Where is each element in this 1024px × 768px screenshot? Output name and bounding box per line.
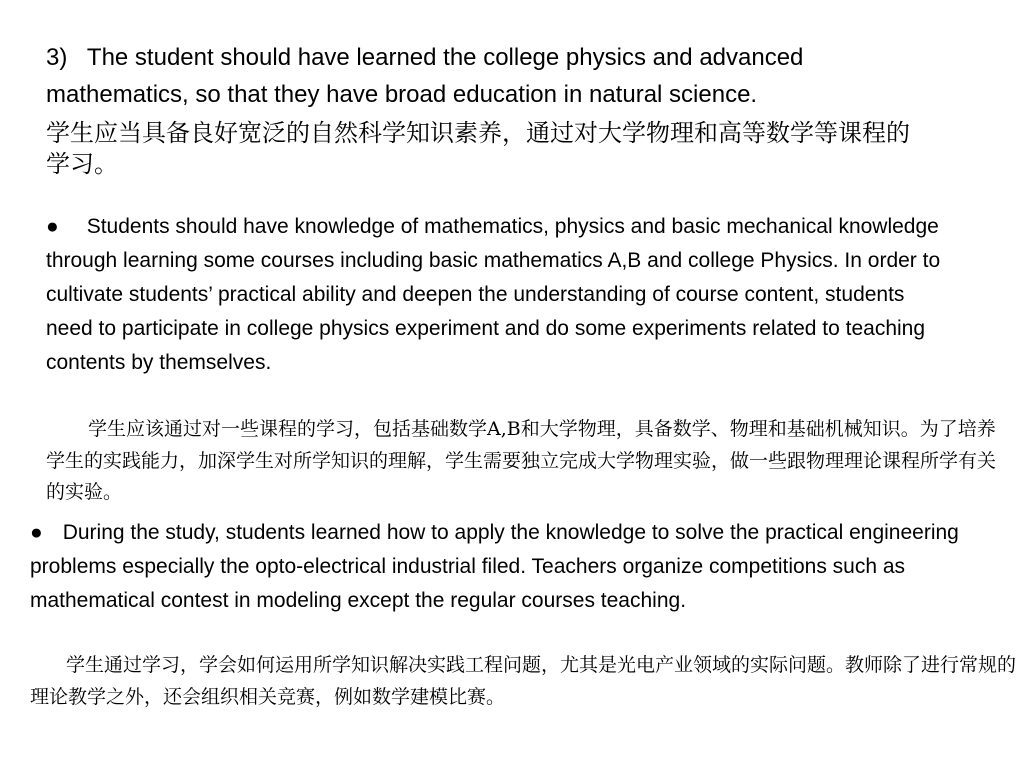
- bullet-icon: ●: [30, 521, 43, 544]
- point1-english-text: Students should have knowledge of mathematics, physics and basic mechanical knowledge through learning some courses including basic mathematics A,B and college Physics. In order to cultivate students’ practical ability and deepen the understanding of course content, students need to participate in college physics experiment and do some experiments related to teaching contents by themselves.: [46, 215, 941, 374]
- point1-chinese-text: 学生应该通过对一些课程的学习，包括基础数学A,B和大学物理，具备数学、物理和基础机械知识。为了培养学生的实践能力，加深学生对所学知识的理解，学生需要独立完成大学物理实验，做一些跟物理理论课程所学有关的实验。: [46, 418, 997, 503]
- bullet-icon: ●: [46, 215, 59, 238]
- point2-english-text: During the study, students learned how to apply the knowledge to solve the practical engineering problems especially the opto-electrical industrial filed. Teachers organize competitions such as mathematical contest in modeling except the regular courses teaching.: [30, 521, 959, 612]
- section3-english-text: 3) The student should have learned the college physics and advanced mathematics, so that they have broad education in natural science.: [46, 44, 804, 108]
- point2-english-paragraph: [30, 516, 985, 618]
- section3-chinese-text: 学生应当具备良好宽泛的自然科学知识素养，通过对大学物理和高等数学等课程的学习。: [46, 119, 910, 178]
- point1-english-paragraph: [46, 210, 956, 380]
- point2-chinese-text: 学生通过学习，学会如何运用所学知识解决实践工程问题，尤其是光电产业领域的实际问题。教师除了进行常规的理论教学之外，还会组织相关竞赛，例如数学建模比赛。: [30, 654, 1017, 708]
